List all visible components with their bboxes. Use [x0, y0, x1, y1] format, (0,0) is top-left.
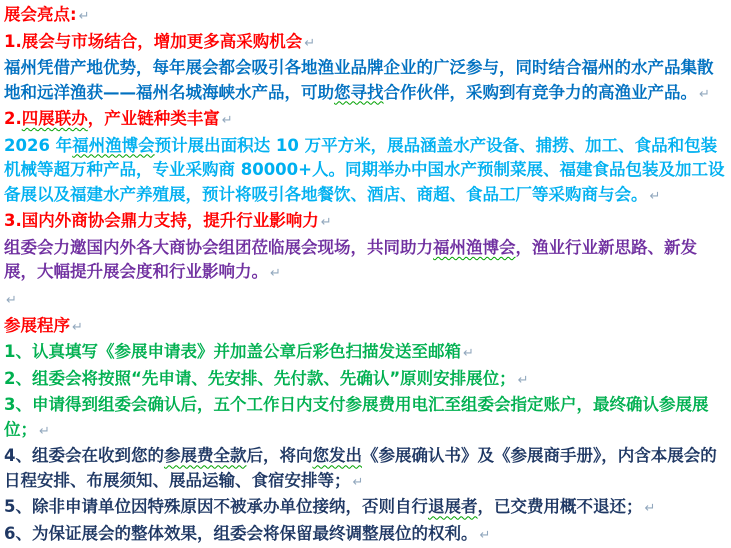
- para-market-advantage: [4, 56, 729, 107]
- spellcheck-underlined-text: 四展联办: [21, 109, 88, 129]
- text-run: 参展程序: [4, 315, 70, 335]
- paragraph-mark-icon: ↵: [6, 293, 17, 309]
- text-run: ，渔业行业新思路、新发展，大幅提升展会度和行业影响力。: [4, 237, 697, 282]
- para-exhibition-scale: [4, 134, 729, 210]
- text-run: 福州凭借产地优势，每年展会都会吸引各地渔业品牌企业的广泛参与，同时结合福州的水产品集散地和远洋渔获——福州名城海峡水产品，可助: [4, 58, 714, 102]
- text-run: 3、申请得到组委会确认后，五个工作日内支付参展费用电汇至组委会指定账户，最终确认参展展位；: [4, 395, 709, 439]
- subheading-point-3: [4, 209, 729, 236]
- spellcheck-underlined-text: 参展费全款: [163, 446, 247, 466]
- procedure-step-6: [4, 522, 729, 548]
- text-run: 2026 年: [4, 135, 73, 155]
- text-run: 5、除非申请单位因特殊原因不被承办单位接纳，否则自行: [4, 497, 428, 517]
- paragraph-mark-icon: ↵: [649, 188, 661, 204]
- procedure-step-2: [4, 367, 729, 394]
- paragraph-mark-icon: ↵: [78, 9, 90, 24]
- paragraph-mark-icon: ↵: [644, 501, 656, 517]
- paragraph-mark-icon: ↵: [270, 266, 281, 282]
- text-run: 4、组委会在收到您的: [4, 446, 164, 466]
- spellcheck-underlined-text: 福州渔博会: [72, 135, 155, 155]
- spellcheck-underlined-text: 福州渔博会: [433, 237, 516, 257]
- paragraph-mark-icon: ↵: [221, 113, 233, 129]
- text-run: 6、为保证展会的整体效果，组委会将保留最终调整展位的权利。: [4, 523, 478, 543]
- paragraph-mark-icon: ↵: [462, 346, 474, 362]
- paragraph-mark-icon: ↵: [320, 215, 332, 231]
- text-run: ，产业链种类丰富: [87, 109, 220, 129]
- text-run: 组委会力邀国内外各大商协会组团莅临展会现场，共同助力: [4, 237, 433, 257]
- procedure-step-4: [4, 444, 729, 495]
- text-run: 预计展出面积达 10 万平方米，展品涵盖水产设备、捕捞、加工、食品和包装机械等超万种产品，专业采购商 80000+人。同期举办中国水产预制菜展、福建食品包装及加工设备展以及福建水产养殖展，预计将吸引各地餐饮、酒店、商超、食品工厂等采购商与会。: [4, 135, 725, 204]
- paragraph-mark-icon: ↵: [39, 423, 50, 439]
- text-run: 2、组委会将按照“先申请、先安排、先付款、先确认”原则安排展位；: [4, 368, 516, 388]
- text-run: 1.展会与市场结合，增加更多高采购机会: [4, 31, 303, 51]
- text-run: 1、认真填写《参展申请表》并加盖公章后彩色扫描发送至邮箱: [4, 342, 461, 362]
- text-run: 展会亮点:: [4, 5, 77, 24]
- procedure-step-5: [4, 495, 729, 522]
- text-run: 《参展确认书》及《参展商手册》，内含本展会的日程安排、布展须知、展品运输、食宿安排等；: [4, 446, 717, 490]
- text-run: 2.: [4, 109, 22, 129]
- paragraph-mark-icon: ↵: [699, 86, 710, 102]
- spellcheck-underlined-text: 您寻找: [334, 82, 384, 102]
- empty-line: [4, 287, 729, 314]
- text-run: 合作伙伴，采购到有竞争力的高渔业产品。: [383, 82, 697, 102]
- subheading-point-1: [4, 30, 729, 57]
- para-associations: [4, 236, 729, 287]
- paragraph-mark-icon: ↵: [479, 527, 491, 543]
- paragraph-mark-icon: ↵: [352, 474, 364, 490]
- text-run: 3.国内外商协会鼎力支持，提升行业影响力: [4, 211, 319, 231]
- paragraph-mark-icon: ↵: [72, 319, 83, 335]
- heading-highlights: [4, 3, 729, 30]
- text-run: 后，将向: [246, 446, 313, 466]
- procedure-step-3: [4, 393, 729, 444]
- procedure-step-1: [4, 340, 729, 367]
- heading-procedure: [4, 314, 729, 341]
- paragraph-mark-icon: ↵: [517, 372, 529, 388]
- spellcheck-underlined-text: 您发出: [312, 446, 362, 466]
- paragraph-mark-icon: ↵: [304, 35, 316, 51]
- spellcheck-underlined-text: 退展者: [427, 497, 478, 517]
- subheading-point-2: [4, 107, 729, 134]
- text-run: ，已交费用概不退还；: [477, 497, 643, 517]
